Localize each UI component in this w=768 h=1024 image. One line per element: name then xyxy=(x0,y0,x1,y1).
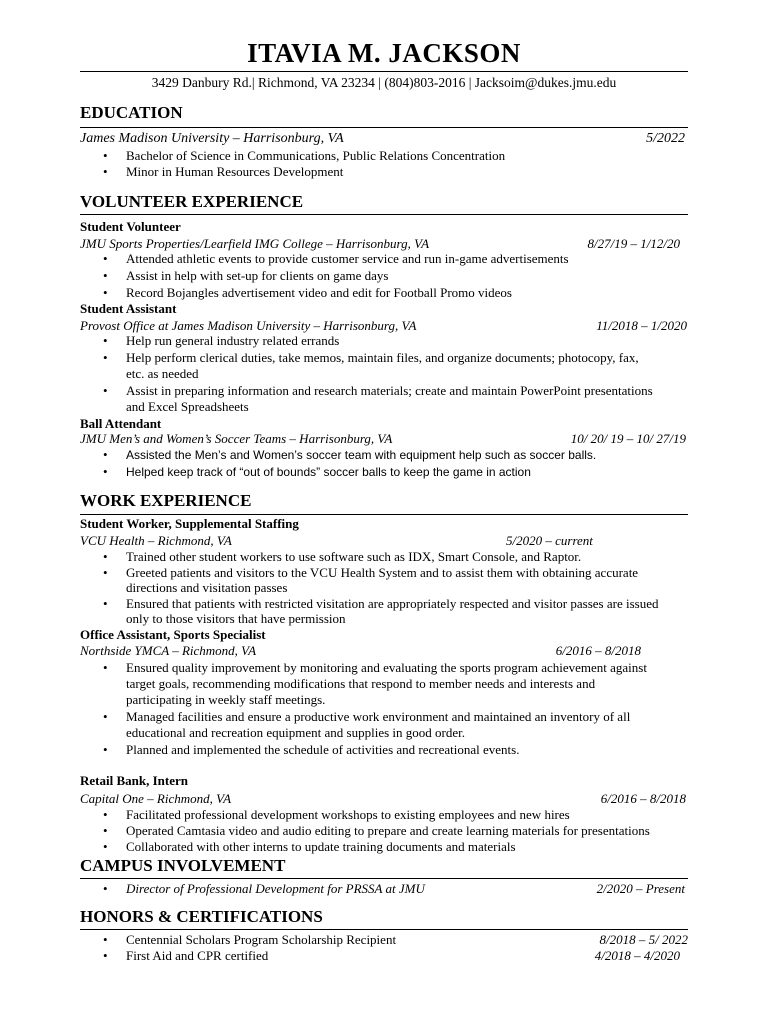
campus-item: Director of Professional Development for PRSSA at JMU xyxy=(126,881,425,896)
volunteer-rule xyxy=(80,214,688,215)
job-item: Operated Camtasia video and audio editing to prepare and create learning materials for presentations xyxy=(126,823,650,838)
honors-rule xyxy=(80,929,688,930)
honors-heading: HONORS & CERTIFICATIONS xyxy=(80,907,323,926)
honors-item: First Aid and CPR certified xyxy=(126,948,269,963)
bullet: • xyxy=(103,709,108,724)
job-date: 11/2018 – 1/2020 xyxy=(596,318,687,333)
bullet: • xyxy=(103,881,108,896)
volunteer-heading: VOLUNTEER EXPERIENCE xyxy=(80,192,304,211)
job-title: Student Worker, Supplemental Staffing xyxy=(80,516,299,531)
job-item: Greeted patients and visitors to the VCU Health System and to assist them with obtaining accurate xyxy=(126,565,639,580)
job-item: Ensured quality improvement by monitoring and evaluating the sports program achievement against xyxy=(126,660,647,675)
job-item: Record Bojangles advertisement video and edit for Football Promo videos xyxy=(126,285,512,300)
job-item: Help perform clerical duties, take memos, maintain files, and organize documents; photocopy, fax, xyxy=(126,350,639,365)
bullet: • xyxy=(103,549,108,564)
bullet: • xyxy=(103,164,108,179)
honors-date: 8/2018 – 5/ 2022 xyxy=(599,932,688,947)
header-rule xyxy=(80,71,688,72)
job-item: Help run general industry related errands xyxy=(126,333,340,348)
job-org: JMU Men’s and Women’s Soccer Teams – Harrisonburg, VA xyxy=(80,431,393,446)
bullet: • xyxy=(103,383,108,398)
job-item-cont: etc. as needed xyxy=(126,366,199,381)
bullet: • xyxy=(103,285,108,300)
job-date: 10/ 20/ 19 – 10/ 27/19 xyxy=(570,431,686,446)
job-item-cont: participating in weekly staff meetings. xyxy=(126,692,326,707)
job-item: Assist in help with set-up for clients on game days xyxy=(126,268,389,283)
job-org: Northside YMCA – Richmond, VA xyxy=(80,643,257,658)
bullet: • xyxy=(103,932,108,947)
bullet: • xyxy=(103,948,108,963)
bullet: • xyxy=(103,823,108,838)
job-date: 6/2016 – 8/2018 xyxy=(555,643,641,658)
bullet: • xyxy=(103,447,108,462)
bullet: • xyxy=(103,251,108,266)
bullet: • xyxy=(103,660,108,675)
campus-rule xyxy=(80,878,688,879)
campus-heading: CAMPUS INVOLVEMENT xyxy=(80,856,286,875)
bullet: • xyxy=(103,148,108,163)
job-org: JMU Sports Properties/Learfield IMG College – Harrisonburg, VA xyxy=(80,236,430,251)
job-item: Ensured that patients with restricted visitation are appropriately respected and visitor passes are issued xyxy=(126,596,659,611)
education-date: 5/2022 xyxy=(646,131,685,146)
job-item: Facilitated professional development workshops to existing employees and new hires xyxy=(126,807,570,822)
work-rule xyxy=(80,514,688,515)
education-item: Minor in Human Resources Development xyxy=(126,164,344,179)
job-item: Trained other student workers to use software such as IDX, Smart Console, and Raptor. xyxy=(126,549,582,564)
education-heading: EDUCATION xyxy=(80,103,183,122)
job-item-cont: and Excel Spreadsheets xyxy=(126,399,249,414)
job-item: Attended athletic events to provide customer service and run in-game advertisements xyxy=(126,251,569,266)
job-date: 8/27/19 – 1/12/20 xyxy=(587,236,680,251)
job-item-cont: only to those visitors that have permission xyxy=(126,611,346,626)
education-rule xyxy=(80,127,688,128)
job-date: 6/2016 – 8/2018 xyxy=(600,791,686,806)
job-date: 5/2020 – current xyxy=(506,533,593,548)
bullet: • xyxy=(103,268,108,283)
bullet: • xyxy=(103,333,108,348)
honors-date: 4/2018 – 4/2020 xyxy=(594,948,680,963)
campus-date: 2/2020 – Present xyxy=(596,881,685,896)
job-org: Capital One – Richmond, VA xyxy=(80,791,232,806)
job-item: Helped keep track of “out of bounds” soccer balls to keep the game in action xyxy=(126,465,531,479)
job-item: Collaborated with other interns to update training documents and materials xyxy=(126,839,516,854)
job-title: Ball Attendant xyxy=(80,416,162,431)
bullet: • xyxy=(103,742,108,757)
bullet: • xyxy=(103,596,108,611)
job-item: Assisted the Men’s and Women’s soccer team with equipment help such as soccer balls. xyxy=(126,448,597,462)
job-org: VCU Health – Richmond, VA xyxy=(80,533,232,548)
honors-item: Centennial Scholars Program Scholarship Recipient xyxy=(126,932,397,947)
job-item: Planned and implemented the schedule of activities and recreational events. xyxy=(126,742,520,757)
bullet: • xyxy=(103,464,108,479)
contact-line: 3429 Danbury Rd.| Richmond, VA 23234 | (804)803-2016 | Jacksoim@dukes.jmu.edu xyxy=(151,75,617,90)
job-title: Student Volunteer xyxy=(80,219,181,234)
bullet: • xyxy=(103,839,108,854)
job-item-cont: directions and visitation passes xyxy=(126,580,288,595)
candidate-name: ITAVIA M. JACKSON xyxy=(247,38,521,68)
job-item: Assist in preparing information and research materials; create and maintain PowerPoint presentations xyxy=(126,383,653,398)
job-item-cont: target goals, recommending modifications that respond to member needs and interests and xyxy=(126,676,596,691)
job-title: Retail Bank, Intern xyxy=(80,773,188,788)
bullet: • xyxy=(103,565,108,580)
education-item: Bachelor of Science in Communications, Public Relations Concentration xyxy=(126,148,506,163)
bullet: • xyxy=(103,350,108,365)
education-school: James Madison University – Harrisonburg, VA xyxy=(80,131,344,146)
job-item-cont: educational and recreation equipment and supplies in good order. xyxy=(126,725,465,740)
work-heading: WORK EXPERIENCE xyxy=(80,491,252,510)
job-item: Managed facilities and ensure a productive work environment and maintained an inventory of all xyxy=(126,709,631,724)
job-title: Office Assistant, Sports Specialist xyxy=(80,627,266,642)
job-title: Student Assistant xyxy=(80,301,177,316)
job-org: Provost Office at James Madison University – Harrisonburg, VA xyxy=(80,318,417,333)
bullet: • xyxy=(103,807,108,822)
